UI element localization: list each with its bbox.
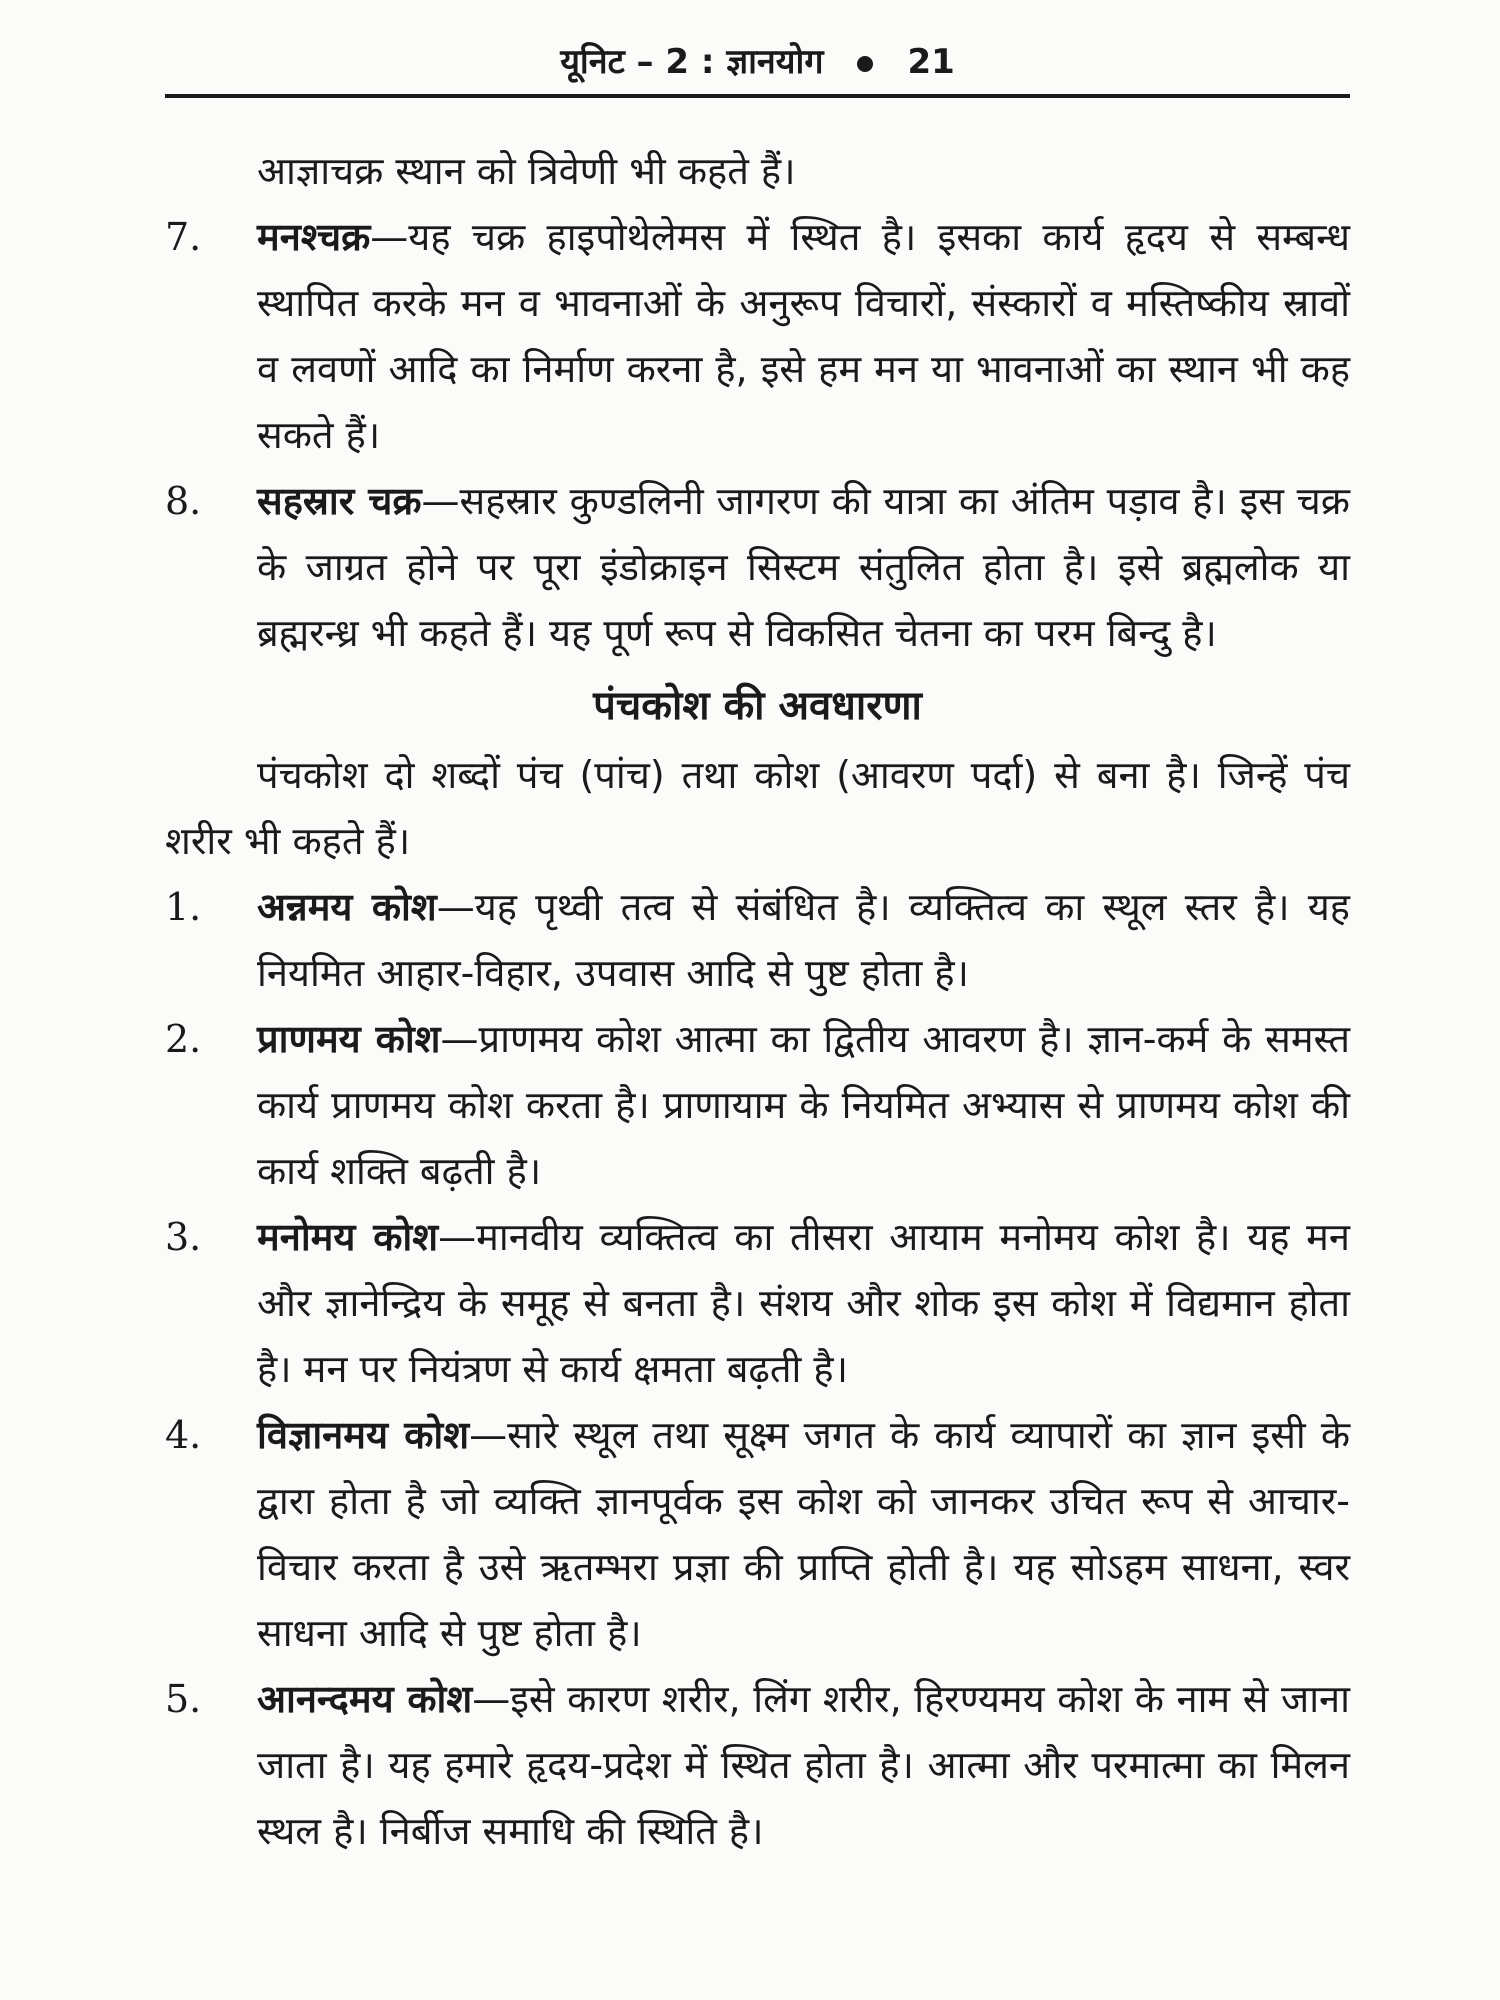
item-number: 7.: [165, 215, 202, 259]
item-body: [257, 874, 1350, 1006]
item-body: [257, 204, 1350, 468]
page-content: [165, 138, 1350, 1864]
item-term: मनोमय कोश: [257, 1215, 439, 1259]
item-term: मनश्चक्र: [257, 215, 371, 259]
item-text: —प्राणमय कोश आत्मा का द्वितीय आवरण है। ज्ञान-कर्म के समस्त कार्य प्राणमय कोश करता है। प्राणायाम के नियमित अभ्यास से प्राणमय कोश की कार्य शक्ति बढ़ती है।: [257, 1017, 1350, 1193]
list-item: [165, 1402, 1350, 1666]
item-body: [257, 1204, 1350, 1402]
list-item: [165, 1006, 1350, 1204]
list-item: [165, 1204, 1350, 1402]
list-item: [165, 1666, 1350, 1864]
list-item: [165, 468, 1350, 666]
item-text: —सारे स्थूल तथा सूक्ष्म जगत के कार्य व्यापारों का ज्ञान इसी के द्वारा होता है जो व्यक्ति ज्ञानपूर्वक इस कोश को जानकर उचित रूप से आचार-विचार करता है उसे ऋतम्भरा प्रज्ञा की प्राप्ति होती है। यह सोऽहम साधना, स्वर साधना आदि से पुष्ट होता है।: [257, 1413, 1351, 1655]
item-body: [257, 1006, 1350, 1204]
running-header: [165, 32, 1350, 92]
list-item: [165, 874, 1350, 1006]
item-number: 8.: [165, 479, 202, 523]
item-body: [257, 1666, 1350, 1864]
item-text: —यह चक्र हाइपोथेलेमस में स्थित है। इसका कार्य हृदय से सम्बन्ध स्थापित करके मन व भावनाओं के अनुरूप विचारों, संस्कारों व मस्तिष्कीय स्रावों व लवणों आदि का निर्माण करना है, इसे हम मन या भावनाओं का स्थान भी कह सकते हैं।: [257, 215, 1350, 457]
item-text: —इसे कारण शरीर, लिंग शरीर, हिरण्यमय कोश के नाम से जाना जाता है। यह हमारे हृदय-प्रदेश में स्थित होता है। आत्मा और परमात्मा का मिलन स्थल है। निर्बीज समाधि की स्थिति है।: [257, 1677, 1350, 1853]
item-text: —मानवीय व्यक्तित्व का तीसरा आयाम मनोमय कोश है। यह मन और ज्ञानेन्द्रिय के समूह से बनता है। संशय और शोक इस कोश में विद्यमान होता है। मन पर नियंत्रण से कार्य क्षमता बढ़ती है।: [257, 1215, 1350, 1391]
item-term: प्राणमय कोश: [257, 1017, 441, 1061]
item-text: —यह पृथ्वी तत्व से संबंधित है। व्यक्तित्व का स्थूल स्तर है। यह नियमित आहार-विहार, उपवास आदि से पुष्ट होता है।: [257, 885, 1350, 995]
item-term: सहस्रार चक्र: [257, 479, 422, 523]
item-number: 1.: [165, 885, 202, 929]
item-number: 3.: [165, 1215, 202, 1259]
item-body: [257, 468, 1350, 666]
item-number: 5.: [165, 1677, 202, 1721]
section-heading: पंचकोश की अवधारणा: [593, 683, 922, 729]
section-intro: पंचकोश दो शब्दों पंच (पांच) तथा कोश (आवरण पर्दा) से बना है। जिन्हें पंच शरीर भी कहते हैं।: [165, 753, 1350, 863]
header-rule: [165, 94, 1350, 98]
list-item: [165, 204, 1350, 468]
item-term: अन्नमय कोश: [257, 885, 437, 929]
item-body: [257, 1402, 1350, 1666]
item-number: 4.: [165, 1413, 202, 1457]
intro-line: आज्ञाचक्र स्थान को त्रिवेणी भी कहते हैं।: [257, 149, 796, 193]
item-number: 2.: [165, 1017, 202, 1061]
page-number: 21: [907, 42, 955, 82]
bullet-separator-icon: [857, 56, 873, 72]
header-title: यूनिट – 2 : ज्ञानयोग: [560, 42, 824, 82]
item-text: —सहस्रार कुण्डलिनी जागरण की यात्रा का अंतिम पड़ाव है। इस चक्र के जाग्रत होने पर पूरा इंडोक्राइन सिस्टम संतुलित होता है। इसे ब्रह्मलोक या ब्रह्मरन्ध्र भी कहते हैं। यह पूर्ण रूप से विकसित चेतना का परम बिन्दु है।: [257, 479, 1350, 655]
item-term: विज्ञानमय कोश: [257, 1413, 470, 1457]
item-term: आनन्दमय कोश: [257, 1677, 473, 1721]
